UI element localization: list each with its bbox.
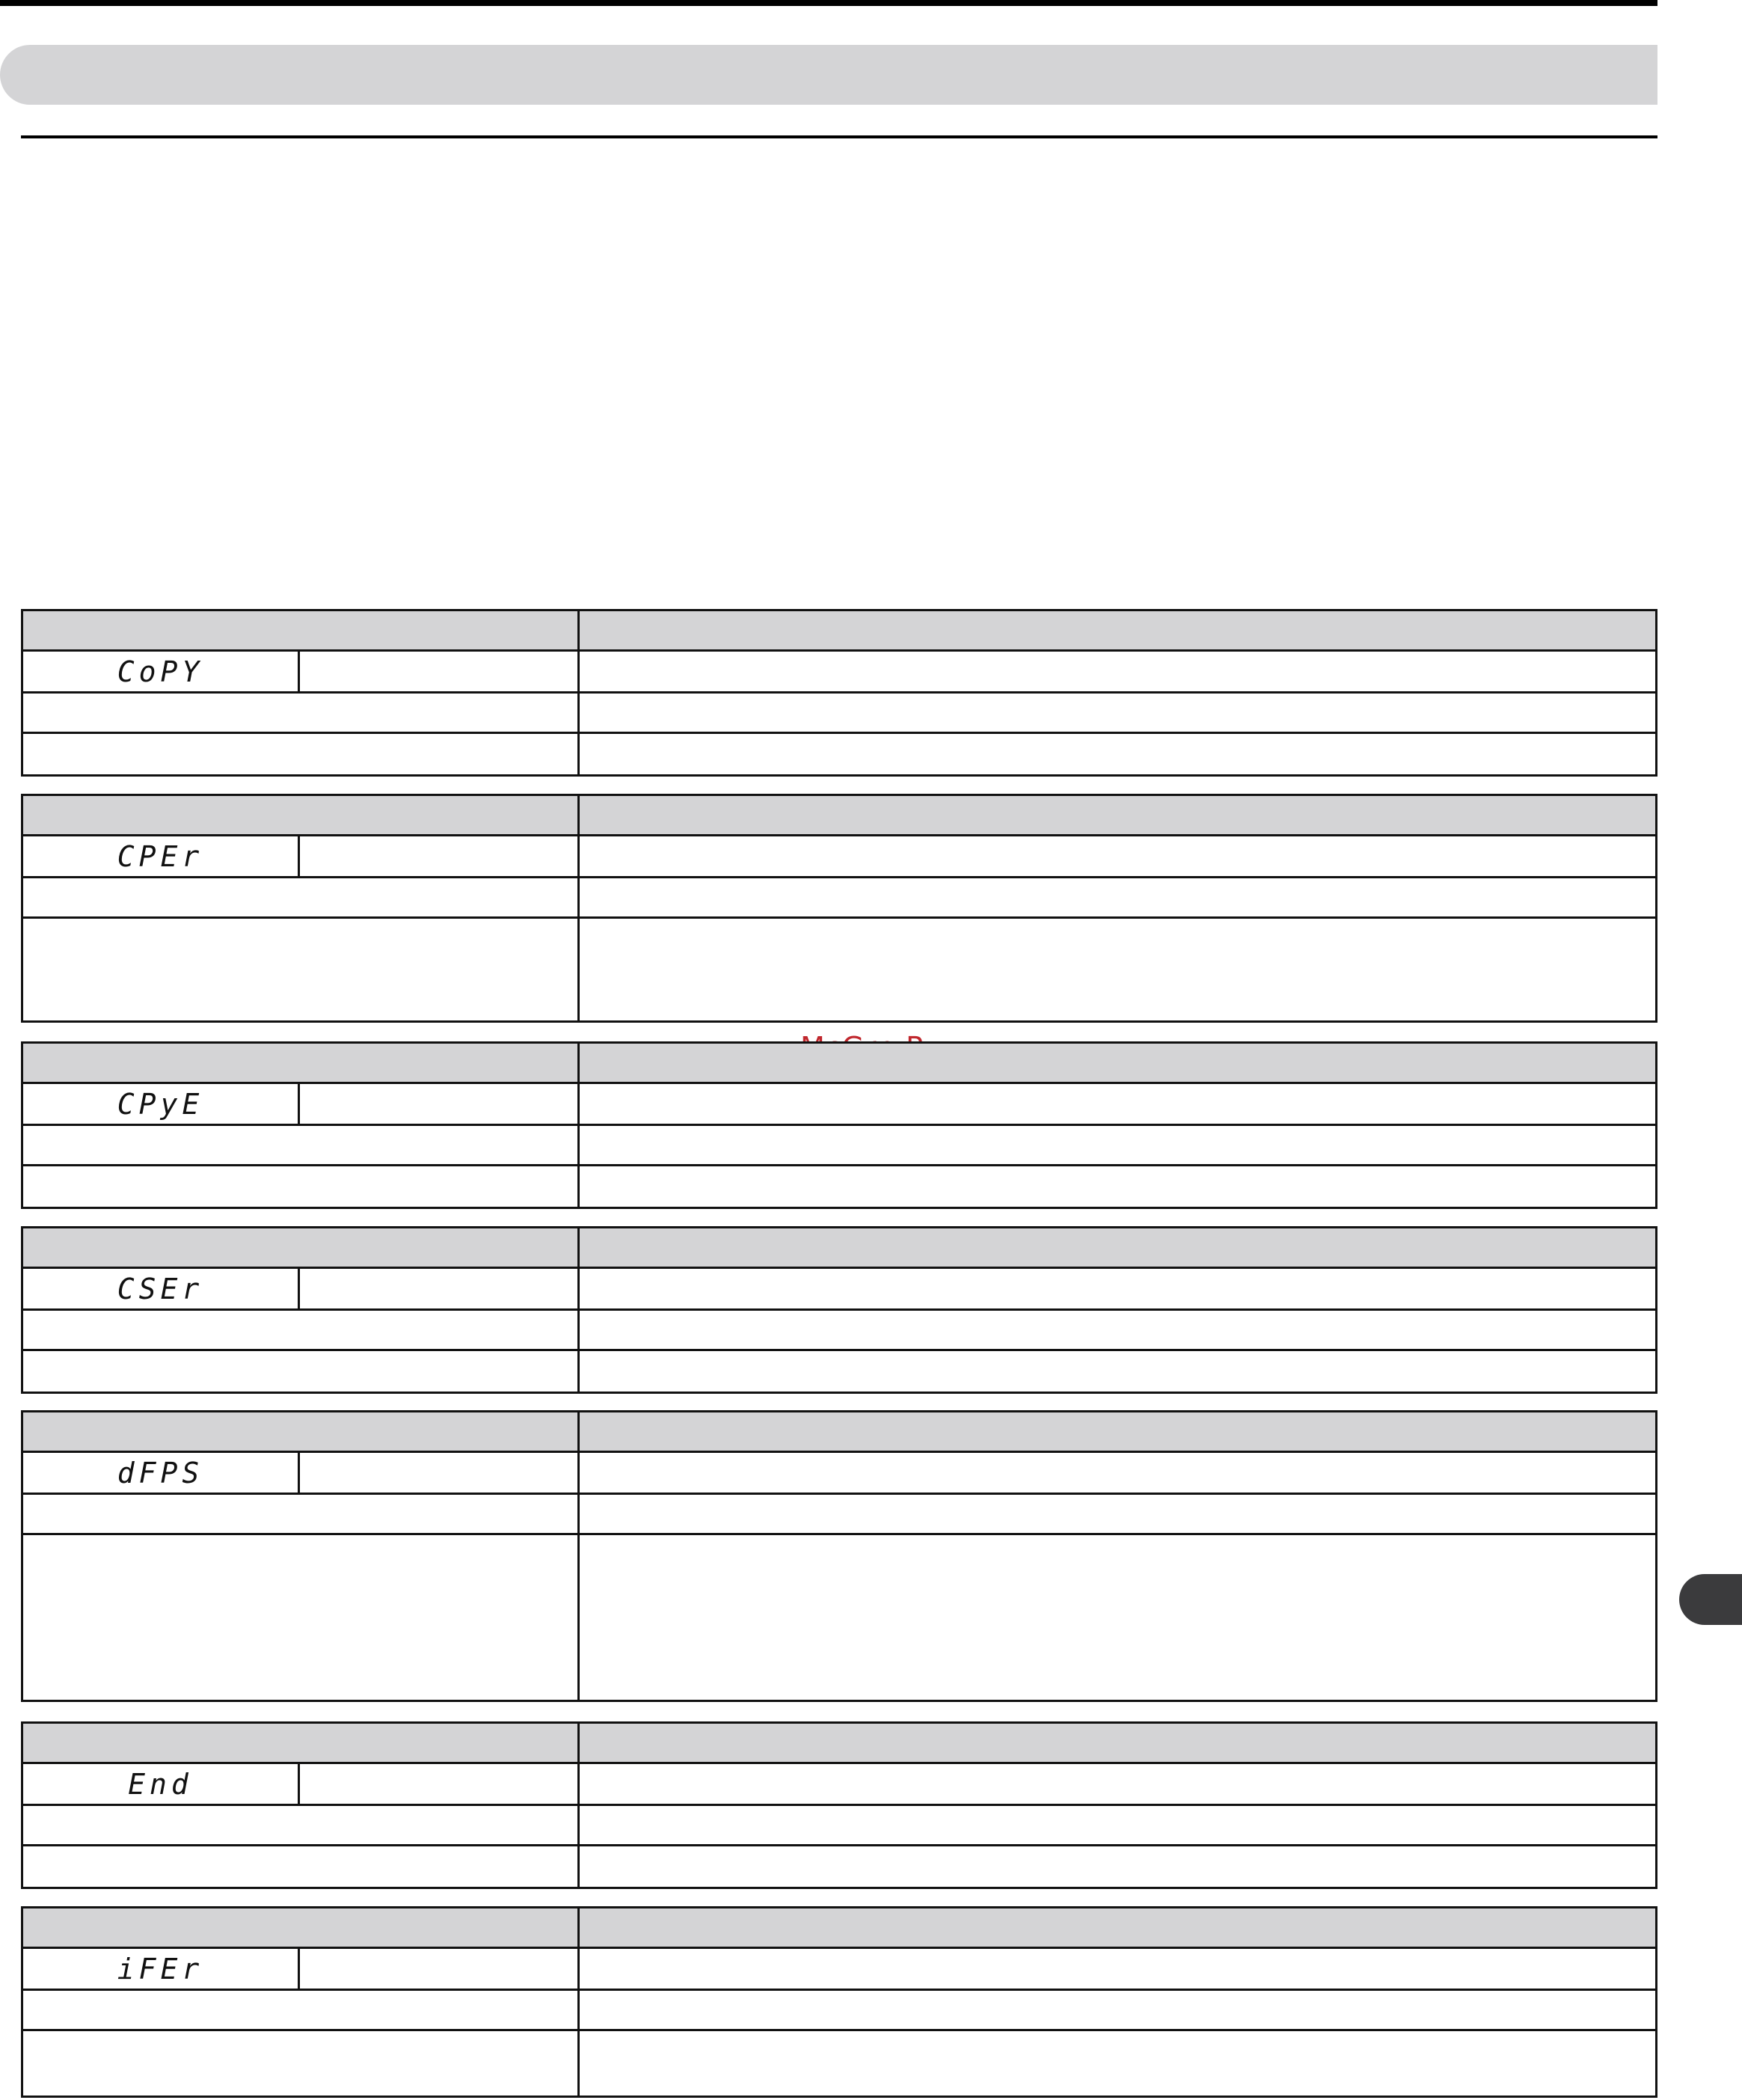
fault-description-cell (580, 1269, 1655, 1311)
table-header-left (23, 1908, 580, 1949)
fault-name-cell (300, 1949, 577, 1989)
cause-cell (23, 1846, 580, 1887)
fault-table (21, 1721, 1657, 1889)
table-header-left (23, 611, 580, 652)
operator-display-code: CPEr (23, 836, 300, 876)
table-header-left (23, 1412, 580, 1453)
fault-table (21, 794, 1657, 1023)
solution-cell (580, 1166, 1655, 1207)
code-cell (23, 1764, 580, 1806)
fault-name-cell (300, 1764, 577, 1804)
code-cell (23, 652, 580, 694)
fault-table (21, 1410, 1657, 1702)
cause-cell (23, 1351, 580, 1392)
possible-solution-header-cell (580, 1126, 1655, 1166)
cause-cell (23, 1166, 580, 1207)
cause-header-cell (23, 1806, 580, 1846)
table-header-right (580, 1044, 1655, 1084)
table-header-right (580, 1724, 1655, 1764)
code-cell (23, 1453, 580, 1495)
table-header-right (580, 1228, 1655, 1269)
fault-name-cell (300, 1084, 577, 1124)
cause-header-cell (23, 878, 580, 919)
possible-solution-header-cell (580, 694, 1655, 734)
solution-cell (580, 919, 1655, 1020)
possible-solution-header-cell (580, 1991, 1655, 2031)
possible-solution-header-cell (580, 1495, 1655, 1535)
cause-header-cell (23, 1311, 580, 1351)
fault-table (21, 1226, 1657, 1394)
cause-header-cell (23, 1991, 580, 2031)
operator-display-code: iFEr (23, 1949, 300, 1989)
cause-cell (23, 919, 580, 1020)
table-header-left (23, 1228, 580, 1269)
fault-name-cell (300, 836, 577, 876)
possible-solution-header-cell (580, 1311, 1655, 1351)
cause-header-cell (23, 694, 580, 734)
operator-display-code: CSEr (23, 1269, 300, 1308)
fault-table (21, 1906, 1657, 2098)
fault-description-cell (580, 1453, 1655, 1495)
solution-cell (580, 734, 1655, 774)
table-header-right (580, 611, 1655, 652)
cause-cell (23, 1535, 580, 1700)
code-cell (23, 836, 580, 878)
top-rule (0, 0, 1657, 6)
table-header-left (23, 796, 580, 836)
table-header-left (23, 1044, 580, 1084)
operator-display-code: End (23, 1764, 300, 1804)
fault-name-cell (300, 1453, 577, 1493)
possible-solution-header-cell (580, 1806, 1655, 1846)
fault-description-cell (580, 1084, 1655, 1126)
title-underline (21, 135, 1657, 138)
solution-cell (580, 2031, 1655, 2096)
fault-description-cell (580, 1764, 1655, 1806)
solution-cell (580, 1351, 1655, 1392)
cause-cell (23, 734, 580, 774)
fault-description-cell (580, 652, 1655, 694)
table-header-left (23, 1724, 580, 1764)
section-title-banner (0, 45, 1657, 105)
solution-cell (580, 1846, 1655, 1887)
code-cell (23, 1949, 580, 1991)
possible-solution-header-cell (580, 878, 1655, 919)
fault-description-cell (580, 1949, 1655, 1991)
cause-cell (23, 2031, 580, 2096)
solution-cell (580, 1535, 1655, 1700)
fault-name-cell (300, 1269, 577, 1308)
chapter-tab (1679, 1574, 1742, 1625)
code-cell (23, 1084, 580, 1126)
code-cell (23, 1269, 580, 1311)
fault-table (21, 1041, 1657, 1209)
table-header-right (580, 1412, 1655, 1453)
operator-display-code: CPyE (23, 1084, 300, 1124)
table-header-right (580, 796, 1655, 836)
fault-name-cell (300, 652, 577, 691)
operator-display-code: dFPS (23, 1453, 300, 1493)
fault-description-cell (580, 836, 1655, 878)
fault-table (21, 609, 1657, 777)
cause-header-cell (23, 1126, 580, 1166)
cause-header-cell (23, 1495, 580, 1535)
table-header-right (580, 1908, 1655, 1949)
operator-display-code: CoPY (23, 652, 300, 691)
